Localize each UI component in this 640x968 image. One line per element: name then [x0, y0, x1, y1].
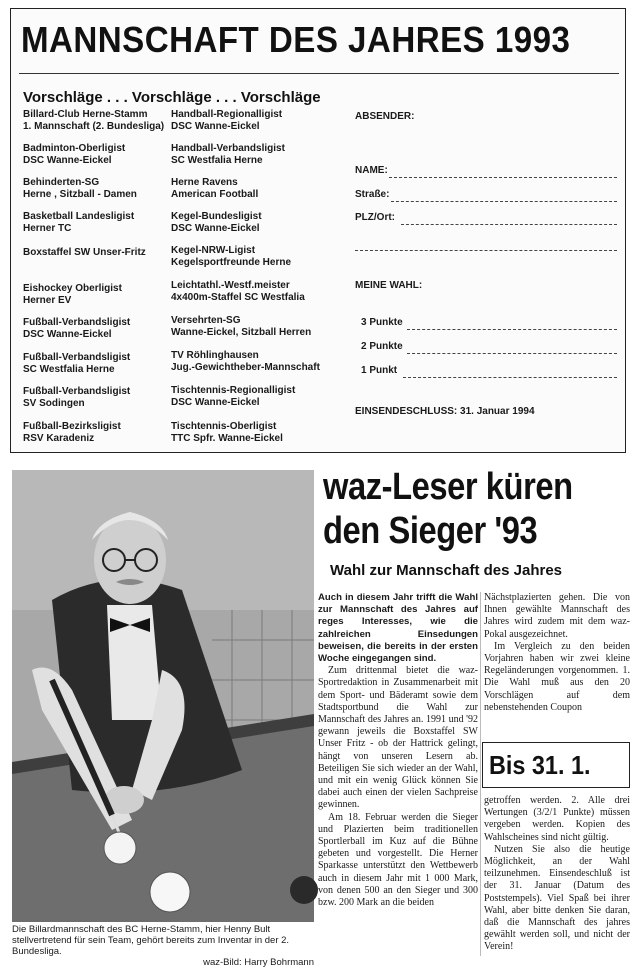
punkte2-field[interactable]	[407, 353, 617, 354]
name-label: NAME:	[355, 165, 388, 176]
coupon-title: MANNSCHAFT DES JAHRES 1993	[21, 19, 571, 60]
article-lead: Auch in diesem Jahr trifft die Wahl zur Mannschaft des Jahres auf reges Interesses, wie die zahlreichen Einsedungen beweisen, die bereits in der ersten Woche eingegangen sind.	[318, 592, 478, 665]
proposal-right-7: Versehrten-SG Wanne-Eickel, Sitzball Herren	[171, 315, 312, 338]
headline-line-1: waz-Leser küren	[323, 466, 573, 508]
proposal-right-9: Tischtennis-Regionalligist DSC Wanne-Eickel	[171, 385, 296, 408]
article-paragraph-4: Im Vergleich zu den beiden Vorjahren haben wir zwei kleine Regeländerungen vorgenommen. 1. Die Wahl muß aus den 20 Vorschlägen auf dem nebenstehenden Coupon	[484, 640, 630, 713]
proposal-left-4: Basketball Landesligist Herner TC	[23, 211, 135, 234]
proposals-subhead: Vorschläge . . . Vorschläge . . . Vorschläge	[23, 89, 321, 106]
punkte2-label: 2 Punkte	[361, 341, 403, 352]
article-headline	[323, 465, 581, 553]
punkte3-label: 3 Punkte	[361, 317, 403, 328]
proposal-right-10: Tischtennis-Oberligist TTC Spfr. Wanne-Eickel	[171, 421, 283, 444]
column-divider	[480, 592, 481, 956]
deadline-box	[482, 742, 630, 788]
proposal-left-6: Eishockey Oberligist Herner EV	[23, 283, 122, 306]
proposal-left-10: Fußball-Bezirksligist RSV Karadeniz	[23, 421, 121, 444]
proposal-left-5: Boxstaffel SW Unser-Fritz	[23, 247, 146, 258]
proposal-left-2: Badminton-Oberligist DSC Wanne-Eickel	[23, 143, 126, 166]
article-paragraph-3: Nächstplazierten gehen. Die von Ihnen gewählte Mannschaft des Jahres wird zudem mit dem waz-Pokal ausgezeichnet.	[484, 592, 630, 640]
proposal-left-3: Behinderten-SG Herne , Sitzball - Damen	[23, 177, 137, 200]
billiard-photo	[12, 470, 314, 922]
proposal-right-3: Herne Ravens American Football	[171, 177, 259, 200]
title-divider	[19, 73, 619, 74]
article-paragraph-1: Zum drittenmal bietet die waz-Sportredaktion in Zusammenarbeit mit dem Sport- und Bäderamt sowie dem Stadtsportbund die Wahl zur Mannschaft des Jahres an. 1991 und '92 gewann jeweils die Boxstaffel SW Unser Fritz - ob der Hattrick gelingt, hängt von unseren Lesern ab. Beteiligen Sie sich wieder an der Wahl, und mit ein wenig Glück können Sie dabei auch einen der vielen Sachpreise gewinnen.	[318, 665, 478, 811]
punkte3-field[interactable]	[407, 329, 617, 330]
vote-coupon	[10, 8, 626, 453]
deadline-label: EINSENDESCHLUSS: 31. Januar 1994	[355, 406, 535, 417]
strasse-label: Straße:	[355, 189, 390, 200]
absender-label: ABSENDER:	[355, 111, 415, 122]
proposal-right-4: Kegel-Bundesligist DSC Wanne-Eickel	[171, 211, 262, 234]
photo-caption	[12, 924, 314, 968]
article-paragraph-6: Nutzen Sie also die heutige Möglichkeit, an der Wahl teilzunehmen. Einsendeschluß ist der 31. Januar (Datum des Poststempels). Viel Spaß bei ihrer Wahl, aber bitte denken Sie daran, daß die Mannschaft des jahres gewählt werden soll, und nicht der Verein!	[484, 843, 630, 953]
proposal-left-7: Fußball-Verbandsligist DSC Wanne-Eickel	[23, 317, 131, 340]
proposal-left-1: Billard-Club Herne-Stamm 1. Mannschaft (2. Bundesliga)	[23, 109, 165, 132]
article-paragraph-5: getroffen werden. 2. Alle drei Wertungen (3/2/1 Punkte) müssen vergeben werden. Kopien des Wahlscheines sind nicht gültig.	[484, 795, 630, 843]
proposal-right-5: Kegel-NRW-Ligist Kegelsportfreunde Herne	[171, 245, 292, 268]
article-column-left	[318, 592, 478, 956]
billiard-player-illustration	[12, 470, 314, 922]
proposal-right-2: Handball-Verbandsligist SC Westfalia Herne	[171, 143, 285, 166]
proposal-right-1: Handball-Regionalligist DSC Wanne-Eickel	[171, 109, 283, 132]
article-subtitle: Wahl zur Mannschaft des Jahres	[330, 562, 563, 579]
article-column-right-bottom	[484, 795, 630, 955]
address-extra-field[interactable]	[355, 250, 617, 251]
caption-credit: waz-Bild: Harry Bohrmann	[203, 957, 314, 968]
plz-label: PLZ/Ort:	[355, 212, 395, 223]
proposal-right-8: TV Röhlinghausen Jug.-Gewichtheber-Mannschaft	[171, 350, 320, 373]
article-paragraph-2: Am 18. Februar werden die Sieger und Plazierten beim traditionellen Sportlerball im Kuz auf die Bühne gebeten und vorgestellt. Die Herner Sparkasse unterstützt den Wettbewerb auch in diesem Jahr mit 1 000 Mark, von denen 500 an den Sieger und 300 bzw. 200 Mark an die beiden	[318, 811, 478, 909]
headline-line-2: den Sieger '93	[323, 510, 538, 552]
proposal-right-6: Leichtathl.-Westf.meister 4x400m-Staffel SC Westfalia	[171, 280, 305, 303]
name-field[interactable]	[389, 177, 617, 178]
strasse-field[interactable]	[391, 201, 617, 202]
caption-text: Die Billardmannschaft des BC Herne-Stamm, hier Henny Bult stellvertretend für sein Team, gehört bereits zum Inventar in der 2. Bundesliga.	[12, 924, 290, 957]
plz-field[interactable]	[401, 224, 617, 225]
deadline-box-text: Bis 31. 1.	[489, 750, 591, 780]
article-column-right-top	[484, 592, 630, 742]
punkt1-label: 1 Punkt	[361, 365, 398, 376]
wahl-label: MEINE WAHL:	[355, 280, 423, 291]
proposal-left-8: Fußball-Verbandsligist SC Westfalia Herne	[23, 352, 131, 375]
punkt1-field[interactable]	[403, 377, 617, 378]
proposal-left-9: Fußball-Verbandsligist SV Sodingen	[23, 386, 131, 409]
